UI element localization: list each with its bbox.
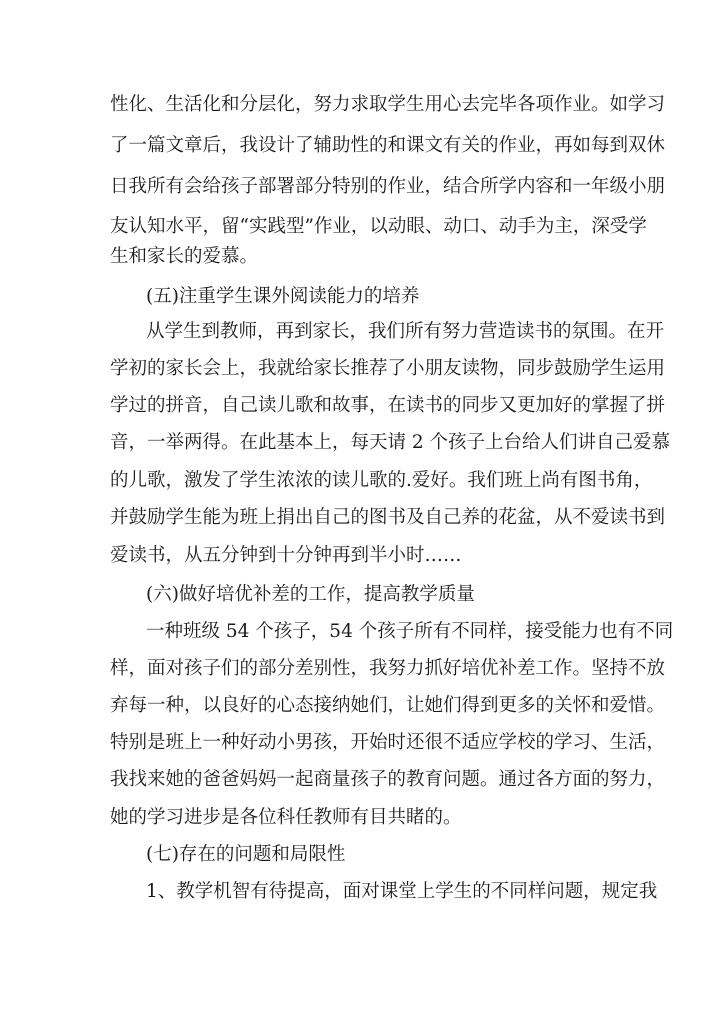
- paragraph-line: 我找来她的爸爸妈妈一起商量孩子的教育问题。通过各方面的努力，: [110, 769, 666, 790]
- paragraph-line: 并鼓励学生能为班上捐出自己的图书及自己养的花盆，从不爱读书到: [110, 507, 666, 528]
- paragraph-line: 了一篇文章后，我设计了辅助性的和课文有关的作业，再如每到双休: [110, 135, 666, 156]
- paragraph-line: 样，面对孩子们的部分差别性，我努力抓好培优补差工作。坚持不放: [110, 658, 666, 679]
- paragraph-line: 弃每一种，以良好的心态接纳她们，让她们得到更多的关怀和爱惜。: [110, 695, 666, 716]
- paragraph-line: 学过的拼音，自己读儿歌和故事，在读书的同步又更加好的掌握了拼: [110, 395, 666, 416]
- paragraph-line: 1、教学机智有待提高，面对课堂上学生的不同样问题，规定我: [146, 881, 658, 902]
- paragraph-line: 日我所有会给孩子部署部分特别的作业，结合所学内容和一年级小朋: [110, 176, 666, 197]
- paragraph-line: 爱读书，从五分钟到十分钟再到半小时……: [110, 545, 462, 566]
- section-heading: (六)做好培优补差的工作，提高教学质量: [146, 584, 475, 605]
- paragraph-line: 从学生到教师，再到家长，我们所有努力营造读书的氛围。在开: [146, 321, 665, 342]
- paragraph-line: 友认知水平，留“实践型”作业，以动眼、动口、动手为主，深受学: [110, 216, 647, 237]
- section-heading: (五)注重学生课外阅读能力的培养: [146, 286, 420, 307]
- paragraph-line: 学初的家长会上，我就给家长推荐了小朋友读物，同步鼓励学生运用: [110, 358, 666, 379]
- paragraph-line: 生和家长的爱慕。: [110, 246, 259, 267]
- paragraph-line: 性化、生活化和分层化，努力求取学生用心去完毕各项作业。如学习: [110, 94, 666, 115]
- paragraph-line: 她的学习进步是各位科任教师有目共睹的。: [110, 807, 462, 828]
- paragraph-line: 一种班级 54 个孩子，54 个孩子所有不同样，接受能力也有不同: [146, 621, 674, 642]
- section-heading: (七)存在的问题和局限性: [146, 844, 346, 865]
- paragraph-line: 特别是班上一种好动小男孩，开始时还很不适应学校的学习、生活，: [110, 732, 666, 753]
- paragraph-line: 音，一举两得。在此基本上，每天请 2 个孩子上台给人们讲自己爱慕: [110, 432, 671, 453]
- paragraph-line: 的儿歌，激发了学生浓浓的读儿歌的.爱好。我们班上尚有图书角，: [110, 470, 653, 491]
